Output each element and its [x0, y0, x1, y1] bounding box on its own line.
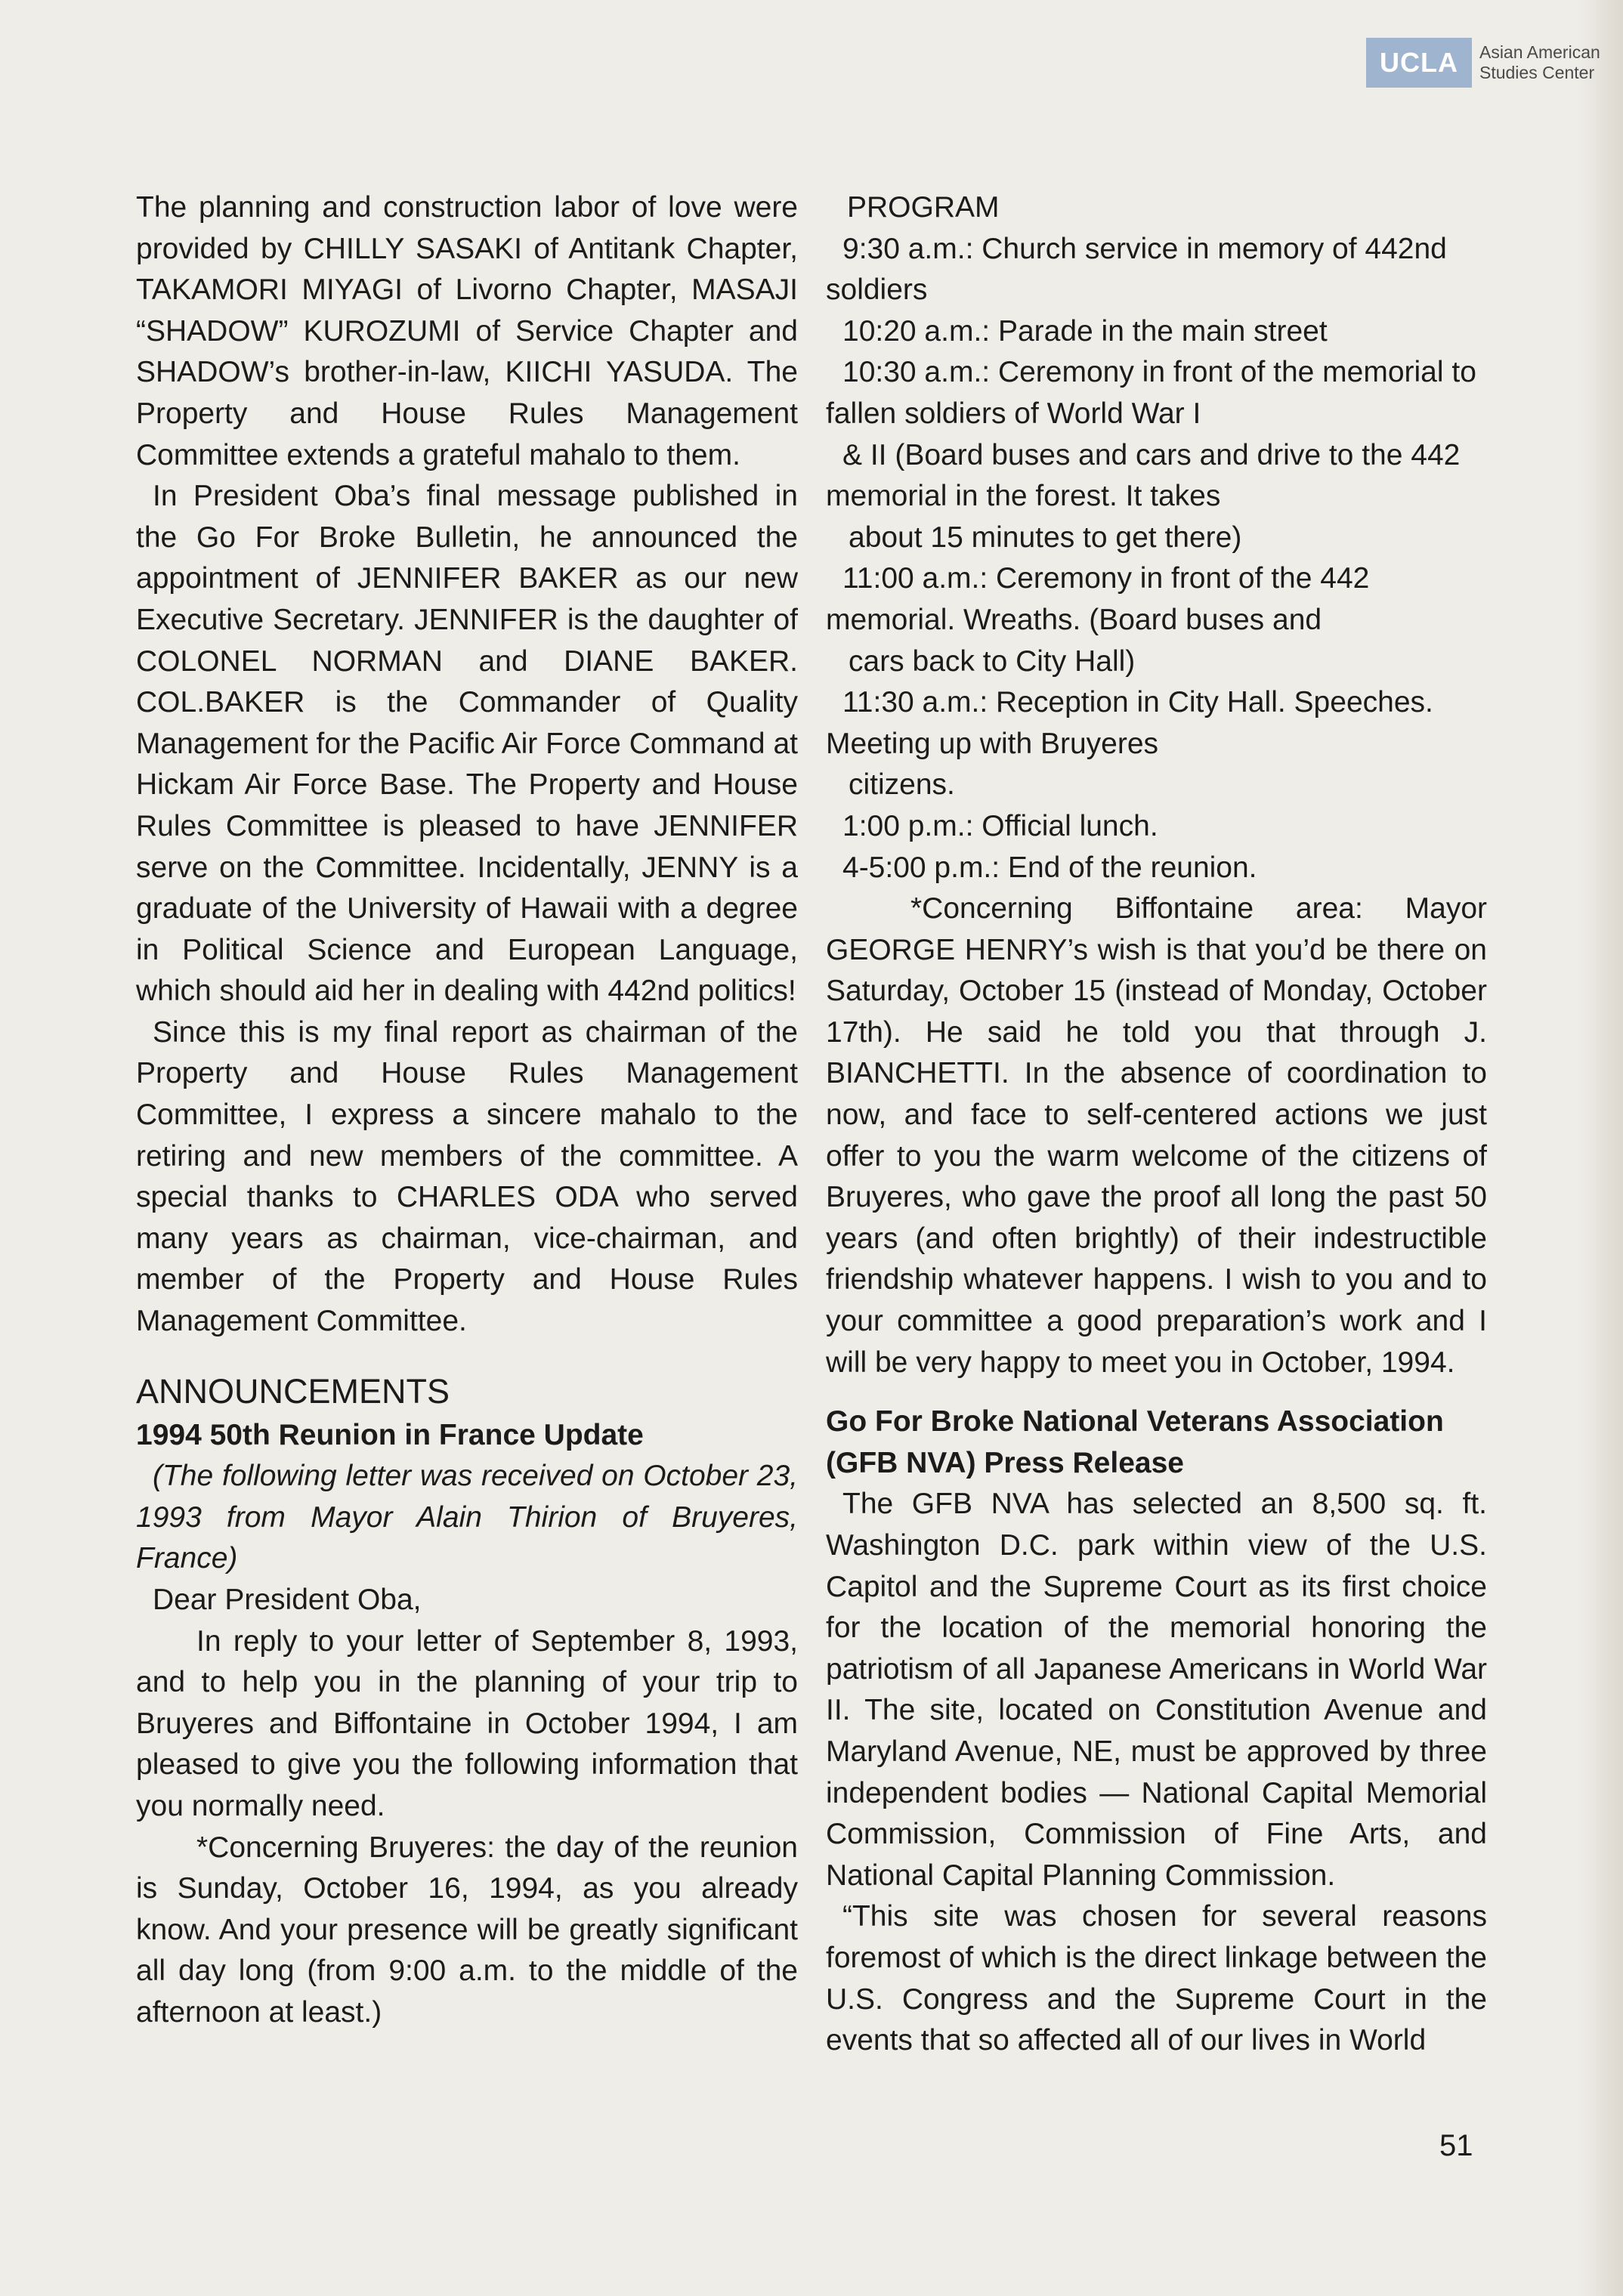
- page-number: 51: [1439, 2129, 1473, 2162]
- ucla-logo: [1366, 36, 1600, 89]
- reunion-heading: 1994 50th Reunion in France Update: [136, 1418, 644, 1451]
- announcements-heading: ANNOUNCEMENTS: [136, 1371, 450, 1411]
- program-item-continuation: cars back to City Hall): [849, 644, 1136, 678]
- logo-text-line2: Studies Center: [1479, 63, 1595, 82]
- left-column: [136, 187, 798, 2034]
- right-column: [826, 187, 1487, 2062]
- program-item-continuation: about 15 minutes to get there): [849, 521, 1242, 554]
- paragraph: The GFB NVA has selected an 8,500 sq. ft. Washington D.C. park within view of the U.S. Capitol and the Supreme Court as its first choice for the location of the memorial honoring the patriotism of all Japanese Americans in World War II. The site, located on Constitution Avenue and Maryland Avenue, NE, must be approved by three independent bodies — National Capital Memorial Commission, Commission of Fine Arts, and National Capital Planning Commission.: [826, 1488, 1487, 1892]
- program-item: 10:30 a.m.: Ceremony in front of the memorial to fallen soldiers of World War I: [826, 356, 1476, 430]
- program-item: 1:00 p.m.: Official lunch.: [842, 809, 1158, 842]
- program-item: 9:30 a.m.: Church service in memory of 442nd soldiers: [826, 232, 1447, 307]
- page-edge-shadow: [1578, 0, 1623, 2296]
- program-title: PROGRAM: [847, 191, 1000, 224]
- salutation: Dear President Oba,: [153, 1584, 422, 1616]
- program-list: [826, 229, 1487, 889]
- program-item: & II (Board buses and cars and drive to the 442 memorial in the forest. It takes: [826, 438, 1461, 513]
- paragraph: “This site was chosen for several reasons foremost of which is the direct linkage between the U.S. Congress and the Supreme Court in the events that so affected all of our lives in World: [826, 1900, 1487, 2057]
- program-item: 11:30 a.m.: Reception in City Hall. Speeches. Meeting up with Bruyeres: [826, 686, 1433, 760]
- program-item: 11:00 a.m.: Ceremony in front of the 442 memorial. Wreaths. (Board buses and: [826, 562, 1370, 636]
- paragraph: The planning and construction labor of love were provided by CHILLY SASAKI of Antitank Chapter, TAKAMORI MIYAGI of Livorno Chapter, MASAJI “SHADOW” KUROZUMI of Service Chapter and SHADOW’s brother-in-law, KIICHI YASUDA. The Property and House Rules Management Committee extends a grateful mahalo to them.: [136, 191, 798, 471]
- logo-text-line1: Asian American: [1479, 42, 1600, 62]
- paragraph: *Concerning Bruyeres: the day of the reunion is Sunday, October 16, 1994, as you already know. And your presence will be greatly significant all day long (from 9:00 a.m. to the middle of the afternoon at least.): [136, 1831, 798, 2029]
- program-item: 10:20 a.m.: Parade in the main street: [842, 314, 1328, 348]
- program-item-continuation: citizens.: [849, 768, 955, 802]
- italic-note: (The following letter was received on October 23, 1993 from Mayor Alain Thirion of Bruyeres, France): [136, 1460, 798, 1575]
- press-release-heading: Go For Broke National Veterans Association (GFB NVA) Press Release: [826, 1405, 1444, 1479]
- logo-text: [1479, 42, 1600, 83]
- paragraph: *Concerning Biffontaine area: Mayor GEORGE HENRY’s wish is that you’d be there on Saturday, October 15 (instead of Monday, October 17th). He said he told you that through J. BIANCHETTI. In the absence of coordination to now, and face to self-centered actions we just offer to you the warm welcome of the citizens of Bruyeres, who gave the proof all long the past 50 years (and often brightly) of their indestructible friendship whatever happens. I wish to you and to your committee a good preparation’s work and I will be very happy to meet you in October, 1994.: [826, 892, 1487, 1379]
- paragraph: Since this is my final report as chairman of the Property and House Rules Management Committee, I express a sincere mahalo to the retiring and new members of the committee. A special thanks to CHARLES ODA who served many years as chairman, vice-chairman, and member of the Property and House Rules Management Committee.: [136, 1015, 798, 1338]
- paragraph: In reply to your letter of September 8, 1993, and to help you in the planning of your trip to Bruyeres and Biffontaine in October 1994, I am pleased to give you the following information that you normally need.: [136, 1624, 798, 1822]
- program-item: 4-5:00 p.m.: End of the reunion.: [842, 851, 1257, 884]
- paragraph: In President Oba’s final message published in the Go For Broke Bulletin, he announced the appointment of JENNIFER BAKER as our new Executive Secretary. JENNIFER is the daughter of COLONEL NORMAN and DIANE BAKER. COL.BAKER is the Commander of Quality Management for the Pacific Air Force Command at Hickam Air Force Base. The Property and House Rules Committee is pleased to have JENNIFER serve on the Committee. Incidentally, JENNY is a graduate of the University of Hawaii with a degree in Political Science and European Language, which should aid her in dealing with 442nd politics!: [136, 480, 798, 1008]
- logo-mark: UCLA: [1366, 38, 1472, 88]
